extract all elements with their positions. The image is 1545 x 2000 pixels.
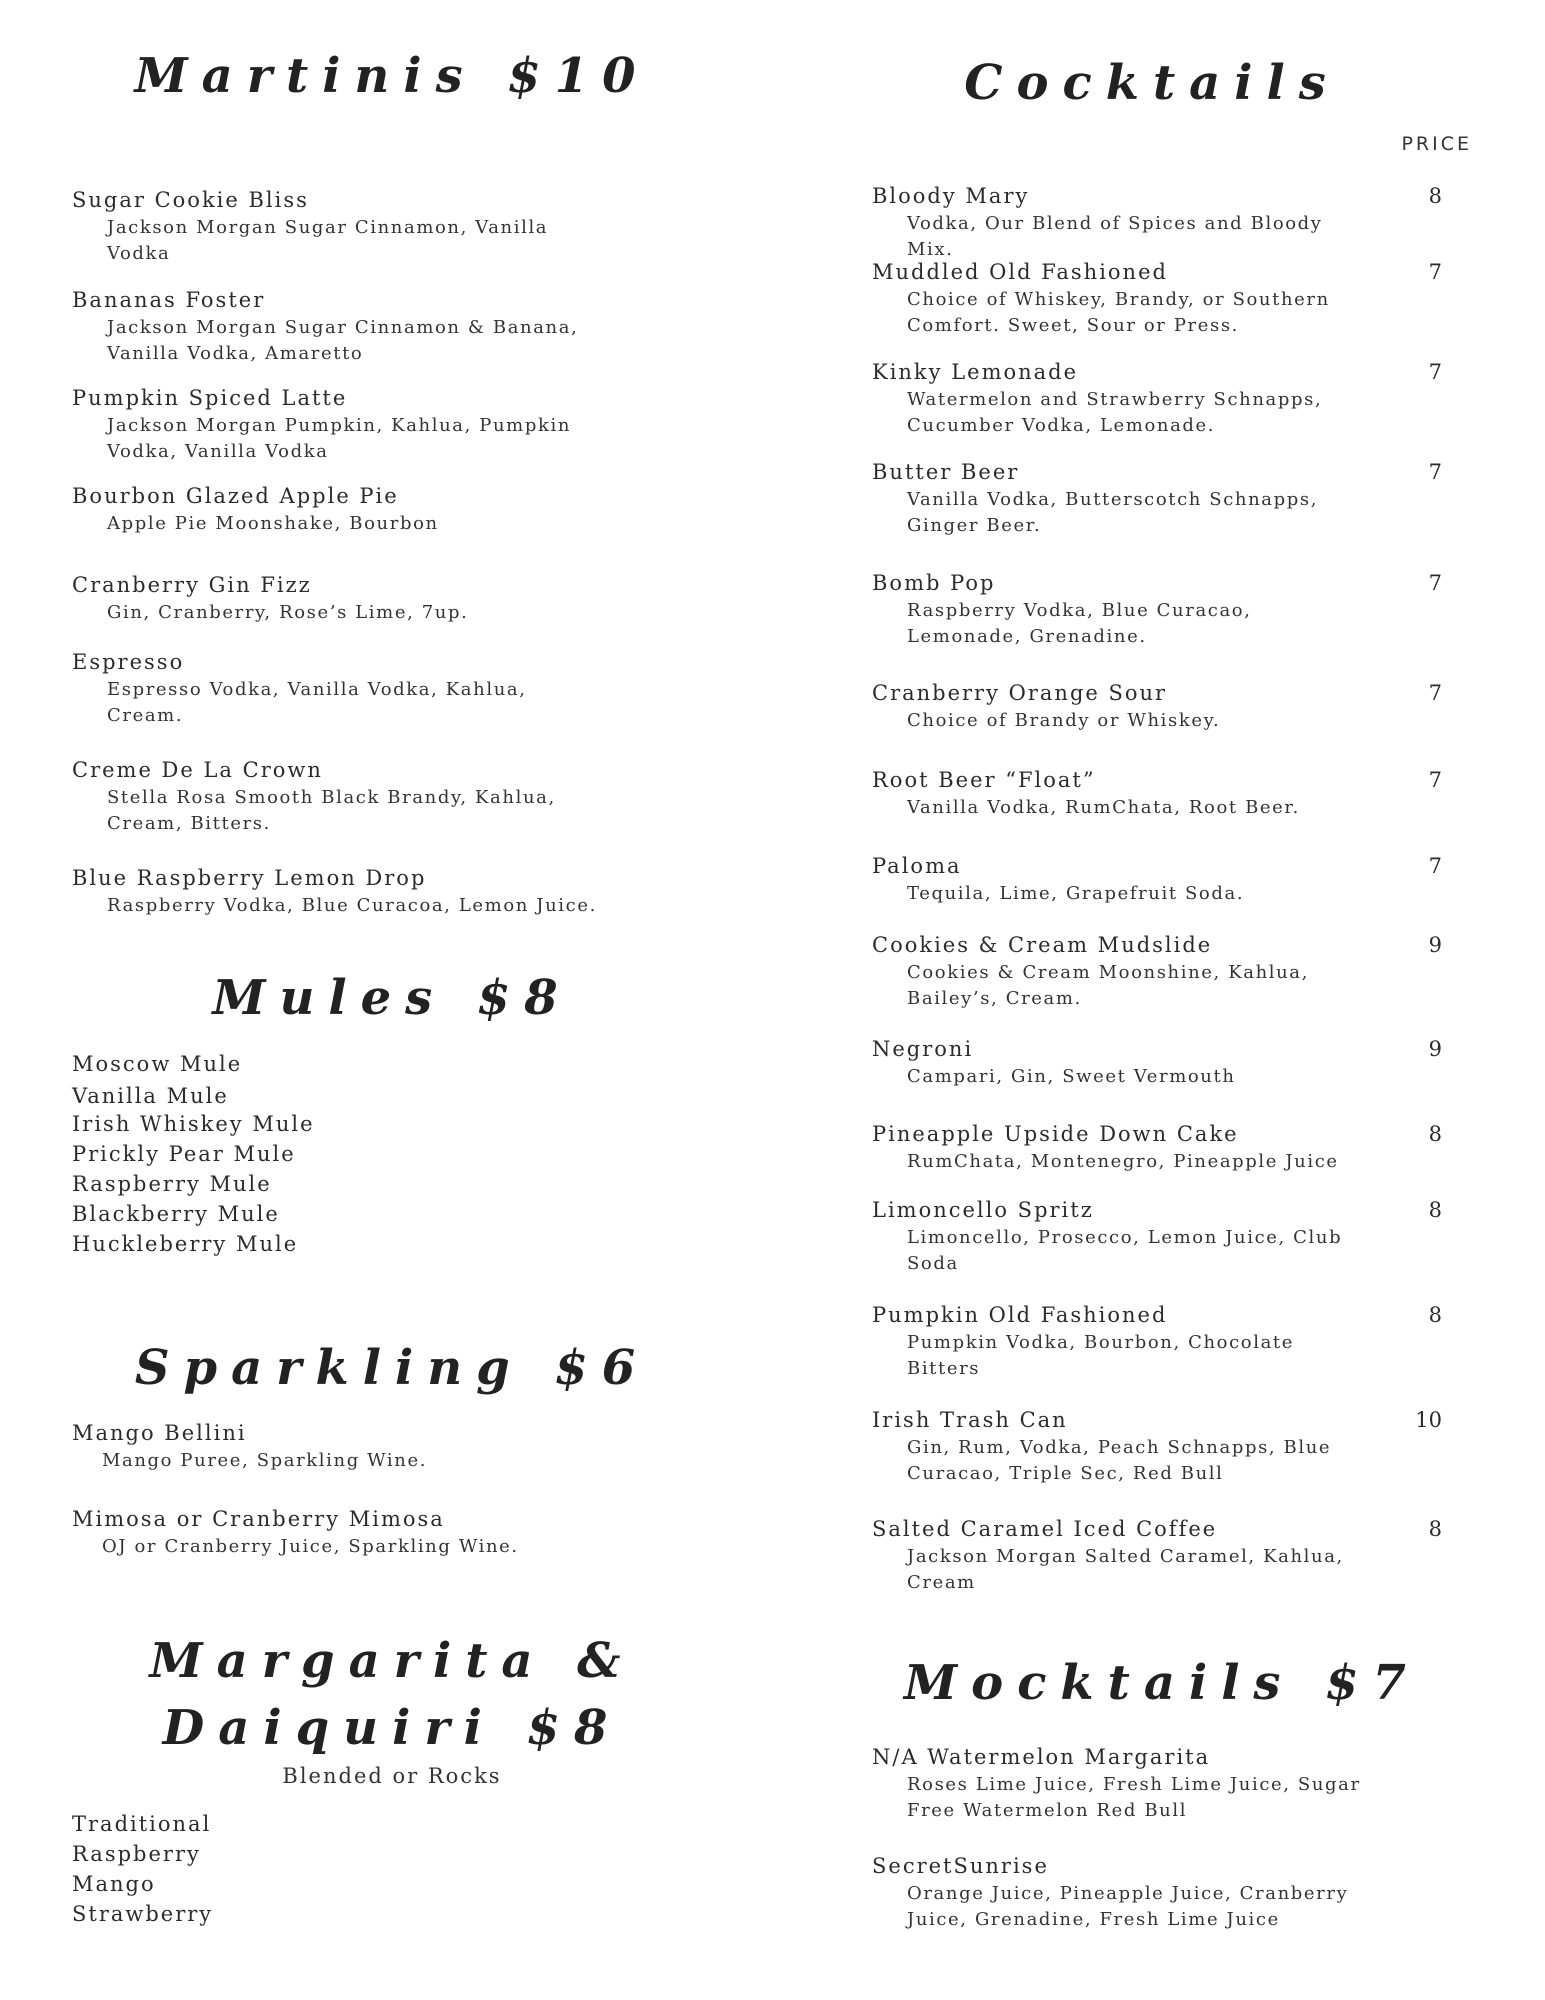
right-column bbox=[872, 0, 1472, 2000]
item-description: Roses Lime Juice, Fresh Lime Juice, Sugar Free Watermelon Red Bull bbox=[907, 1774, 1361, 1821]
list-item: Vanilla Mule bbox=[72, 1084, 229, 1108]
menu-item bbox=[72, 865, 712, 919]
menu-item bbox=[72, 187, 712, 267]
item-price: 7 bbox=[1428, 460, 1442, 484]
item-price: 7 bbox=[1428, 768, 1442, 792]
margarita-heading-line1: Margarita & bbox=[149, 1633, 635, 1689]
item-description: OJ or Cranberry Juice, Sparkling Wine. bbox=[102, 1536, 519, 1557]
item-description: Campari, Gin, Sweet Vermouth bbox=[907, 1066, 1236, 1087]
menu-item bbox=[72, 385, 712, 465]
item-description: Choice of Whiskey, Brandy, or Southern Comfort. Sweet, Sour or Press. bbox=[907, 289, 1330, 336]
left-column bbox=[72, 0, 712, 2000]
menu-item bbox=[72, 757, 712, 837]
menu-item bbox=[872, 680, 1472, 734]
item-description: Gin, Rum, Vodka, Peach Schnapps, Blue Curacao, Triple Sec, Red Bull bbox=[907, 1437, 1332, 1484]
item-description: Raspberry Vodka, Blue Curacao, Lemonade, Grenadine. bbox=[907, 600, 1252, 647]
list-item: Prickly Pear Mule bbox=[72, 1142, 296, 1166]
item-description: Pumpkin Vodka, Bourbon, Chocolate Bitters bbox=[907, 1332, 1295, 1379]
menu-item bbox=[872, 1036, 1472, 1090]
item-price: 7 bbox=[1428, 571, 1442, 595]
item-price: 9 bbox=[1428, 1037, 1442, 1061]
item-description: Jackson Morgan Sugar Cinnamon, Vanilla Vodka bbox=[107, 217, 549, 264]
item-name: Cookies & Cream Mudslide bbox=[872, 933, 1213, 957]
menu-item bbox=[72, 1420, 712, 1474]
margarita-heading-line2: Daiquiri $8 bbox=[162, 1700, 622, 1756]
item-description: Watermelon and Strawberry Schnapps, Cucumber Vodka, Lemonade. bbox=[907, 389, 1323, 436]
menu-item bbox=[72, 287, 712, 367]
item-description: Cookies & Cream Moonshine, Kahlua, Bailey’s, Cream. bbox=[907, 962, 1309, 1009]
item-name: Creme De La Crown bbox=[72, 758, 323, 782]
price-column-label: PRICE bbox=[1401, 133, 1472, 155]
menu-item bbox=[872, 1121, 1472, 1175]
margarita-note: Blended or Rocks bbox=[282, 1764, 502, 1788]
item-name: Root Beer “Float” bbox=[872, 768, 1096, 792]
item-description: Jackson Morgan Sugar Cinnamon & Banana, Vanilla Vodka, Amaretto bbox=[107, 317, 579, 364]
menu-item bbox=[72, 1506, 712, 1560]
item-name: N/A Watermelon Margarita bbox=[872, 1745, 1211, 1769]
mocktails-heading: Mocktails $7 bbox=[904, 1655, 1420, 1711]
item-name: Pineapple Upside Down Cake bbox=[872, 1122, 1239, 1146]
list-item: Moscow Mule bbox=[72, 1052, 243, 1076]
item-price: 8 bbox=[1428, 1198, 1442, 1222]
item-description: Tequila, Lime, Grapefruit Soda. bbox=[907, 883, 1245, 904]
item-name: Espresso bbox=[72, 650, 185, 674]
item-price: 7 bbox=[1428, 360, 1442, 384]
item-price: 8 bbox=[1428, 1303, 1442, 1327]
item-name: Bourbon Glazed Apple Pie bbox=[72, 484, 399, 508]
item-description: Jackson Morgan Pumpkin, Kahlua, Pumpkin Vodka, Vanilla Vodka bbox=[107, 415, 572, 462]
menu-item bbox=[72, 649, 712, 729]
item-description: Choice of Brandy or Whiskey. bbox=[907, 710, 1221, 731]
item-name: Muddled Old Fashioned bbox=[872, 260, 1168, 284]
item-description: Vanilla Vodka, RumChata, Root Beer. bbox=[907, 797, 1300, 818]
item-description: Stella Rosa Smooth Black Brandy, Kahlua, Cream, Bitters. bbox=[107, 787, 556, 834]
item-name: Cranberry Gin Fizz bbox=[72, 573, 312, 597]
item-name: Blue Raspberry Lemon Drop bbox=[72, 866, 427, 890]
menu-item bbox=[872, 459, 1472, 539]
menu-item bbox=[872, 359, 1472, 439]
list-item: Strawberry bbox=[72, 1902, 214, 1926]
item-price: 9 bbox=[1428, 933, 1442, 957]
sparkling-heading: Sparkling $6 bbox=[134, 1340, 650, 1396]
item-name: Mimosa or Cranberry Mimosa bbox=[72, 1507, 445, 1531]
item-description: Espresso Vodka, Vanilla Vodka, Kahlua, Cream. bbox=[107, 679, 527, 726]
item-name: Pumpkin Old Fashioned bbox=[872, 1303, 1168, 1327]
item-name: Paloma bbox=[872, 854, 962, 878]
cocktails-heading: Cocktails bbox=[964, 55, 1340, 111]
item-name: Bananas Foster bbox=[72, 288, 266, 312]
menu-item bbox=[72, 572, 712, 626]
menu-item bbox=[872, 570, 1472, 650]
item-description: RumChata, Montenegro, Pineapple Juice bbox=[907, 1151, 1339, 1172]
list-item: Traditional bbox=[72, 1812, 212, 1836]
menu-item bbox=[872, 853, 1472, 907]
item-price: 8 bbox=[1428, 1517, 1442, 1541]
menu-item bbox=[872, 767, 1472, 821]
menu-item bbox=[872, 1407, 1472, 1487]
item-price: 10 bbox=[1415, 1408, 1442, 1432]
item-name: Bomb Pop bbox=[872, 571, 996, 595]
item-name: Irish Trash Can bbox=[872, 1408, 1068, 1432]
list-item: Blackberry Mule bbox=[72, 1202, 280, 1226]
menu-item bbox=[872, 1516, 1472, 1596]
item-name: Pumpkin Spiced Latte bbox=[72, 386, 348, 410]
item-name: Mango Bellini bbox=[72, 1421, 247, 1445]
item-name: Limoncello Spritz bbox=[872, 1198, 1094, 1222]
item-name: Negroni bbox=[872, 1037, 974, 1061]
item-name: SecretSunrise bbox=[872, 1854, 1049, 1878]
list-item: Raspberry Mule bbox=[72, 1172, 272, 1196]
item-price: 7 bbox=[1428, 854, 1442, 878]
item-description: Vodka, Our Blend of Spices and Bloody Mix. bbox=[907, 213, 1323, 260]
item-price: 7 bbox=[1428, 260, 1442, 284]
menu-item bbox=[872, 1853, 1472, 1933]
menu-item bbox=[72, 483, 712, 537]
item-price: 7 bbox=[1428, 681, 1442, 705]
item-name: Salted Caramel Iced Coffee bbox=[872, 1517, 1218, 1541]
martinis-heading: Martinis $10 bbox=[134, 48, 650, 104]
item-name: Sugar Cookie Bliss bbox=[72, 188, 309, 212]
list-item: Raspberry bbox=[72, 1842, 201, 1866]
menu-item bbox=[872, 1197, 1472, 1277]
item-description: Orange Juice, Pineapple Juice, Cranberry Juice, Grenadine, Fresh Lime Juice bbox=[907, 1883, 1349, 1930]
list-item: Huckleberry Mule bbox=[72, 1232, 299, 1256]
item-name: Butter Beer bbox=[872, 460, 1020, 484]
item-description: Vanilla Vodka, Butterscotch Schnapps, Ginger Beer. bbox=[907, 489, 1319, 536]
menu-item bbox=[872, 1744, 1472, 1824]
list-item: Mango bbox=[72, 1872, 156, 1896]
item-price: 8 bbox=[1428, 1122, 1442, 1146]
item-description: Apple Pie Moonshake, Bourbon bbox=[107, 513, 439, 534]
list-item: Irish Whiskey Mule bbox=[72, 1112, 315, 1136]
item-name: Bloody Mary bbox=[872, 184, 1030, 208]
item-description: Mango Puree, Sparkling Wine. bbox=[102, 1450, 428, 1471]
item-price: 8 bbox=[1428, 184, 1442, 208]
menu-item bbox=[872, 183, 1472, 263]
item-name: Cranberry Orange Sour bbox=[872, 681, 1168, 705]
item-name: Kinky Lemonade bbox=[872, 360, 1079, 384]
item-description: Gin, Cranberry, Rose’s Lime, 7up. bbox=[107, 602, 469, 623]
menu-item bbox=[872, 1302, 1472, 1382]
item-description: Raspberry Vodka, Blue Curacoa, Lemon Juice. bbox=[107, 895, 597, 916]
item-description: Jackson Morgan Salted Caramel, Kahlua, Cream bbox=[907, 1546, 1344, 1593]
mules-heading: Mules $8 bbox=[212, 970, 572, 1026]
menu-item bbox=[872, 259, 1472, 339]
menu-item bbox=[872, 932, 1472, 1012]
item-description: Limoncello, Prosecco, Lemon Juice, Club Soda bbox=[907, 1227, 1343, 1274]
